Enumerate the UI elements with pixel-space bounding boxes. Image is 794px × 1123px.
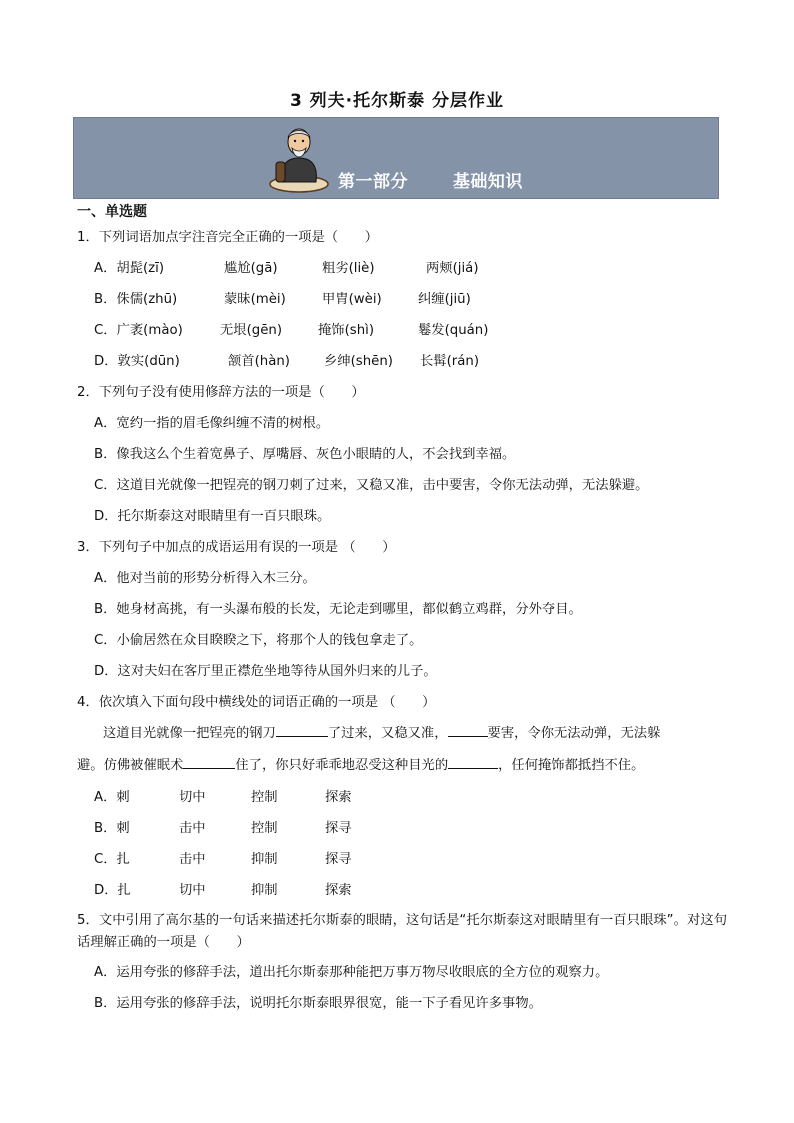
option-a[interactable]: A．宽约一指的眉毛像纠缠不清的树根。 <box>94 416 330 431</box>
question-3 <box>77 539 727 681</box>
question-2 <box>77 384 727 526</box>
section-label <box>338 167 523 192</box>
option-d[interactable]: D．托尔斯泰这对眼睛里有一百只眼珠。 <box>94 509 331 524</box>
section-part: 第一部分 <box>338 172 408 192</box>
option-b[interactable]: B．像我这么个生着宽鼻子、厚嘴唇、灰色小眼睛的人，不会找到幸福。 <box>94 447 516 462</box>
blank-2[interactable] <box>448 722 488 737</box>
question-stem: 5．文中引用了高尔基的一句话来描述托尔斯泰的眼睛，这句话是“托尔斯泰这对眼睛里有一百只眼珠”。对这句话理解正确的一项是（ ） <box>77 913 727 950</box>
question-1 <box>77 229 727 371</box>
question-list <box>77 202 727 1013</box>
page-title: 3 列夫·托尔斯泰 分层作业 <box>289 91 505 111</box>
option-a[interactable]: A．胡髭(zī) 尴尬(gā) 粗劣(liè) 两颊(jiá) <box>94 261 479 276</box>
option-d[interactable]: D．这对夫妇在客厅里正襟危坐地等待从国外归来的儿子。 <box>94 664 437 679</box>
option-b[interactable]: B．运用夸张的修辞手法，说明托尔斯泰眼界很宽，能一下子看见许多事物。 <box>94 996 542 1011</box>
section-banner <box>73 117 719 199</box>
fill-in-passage: 这道目光就像一把锃亮的钢刀 了过来，又稳又准， 要害，令你无法动弹，无法躲 避。仿佛被催眠术 住了，你只好乖乖地忍受这种目光的 ，任何掩饰都抵挡不住。 <box>77 722 727 776</box>
question-5 <box>77 910 727 1013</box>
option-c[interactable]: C．小偷居然在众目睽睽之下，将那个人的钱包拿走了。 <box>94 633 423 648</box>
option-a[interactable]: A．运用夸张的修辞手法，道出托尔斯泰那种能把万事万物尽收眼底的全方位的观察力。 <box>94 965 609 980</box>
section-topic: 基础知识 <box>452 172 523 192</box>
question-4 <box>77 694 727 900</box>
option-b[interactable]: B．她身材高挑，有一头瀑布般的长发，无论走到哪里，都似鹤立鸡群，分外夺目。 <box>94 602 582 617</box>
question-stem: 1．下列词语加点字注音完全正确的一项是（ ） <box>77 230 378 245</box>
scholar-mascot-icon <box>268 122 330 194</box>
option-d[interactable]: D．敦实(dūn) 颔首(hàn) 乡绅(shēn) 长髯(rán) <box>94 354 480 369</box>
option-c[interactable]: C．广袤(mào) 无垠(gēn) 掩饰(shì) 鬈发(quán) <box>94 323 489 338</box>
blank-4[interactable] <box>448 754 498 769</box>
question-stem: 2．下列句子没有使用修辞方法的一项是（ ） <box>77 385 365 400</box>
section-heading: 一、单选题 <box>77 204 147 220</box>
option-c[interactable]: C．扎 击中 抑制 探寻 <box>94 852 352 867</box>
question-stem: 3．下列句子中加点的成语运用有误的一项是 （ ） <box>77 540 396 555</box>
question-stem: 4．依次填入下面句段中横线处的词语正确的一项是 （ ） <box>77 695 436 710</box>
blank-1[interactable] <box>276 722 328 737</box>
option-a[interactable]: A．刺 切中 控制 探索 <box>94 790 352 805</box>
option-b[interactable]: B．侏儒(zhū) 蒙昧(mèi) 甲胄(wèi) 纠缠(jiū) <box>94 292 471 307</box>
option-a[interactable]: A．他对当前的形势分析得入木三分。 <box>94 571 316 586</box>
blank-3[interactable] <box>183 754 235 769</box>
option-b[interactable]: B．刺 击中 控制 探寻 <box>94 821 352 836</box>
option-d[interactable]: D．扎 切中 抑制 探索 <box>94 883 352 898</box>
option-c[interactable]: C．这道目光就像一把锃亮的钢刀刺了过来，又稳又准，击中要害，令你无法动弹，无法躲避。 <box>94 478 649 493</box>
